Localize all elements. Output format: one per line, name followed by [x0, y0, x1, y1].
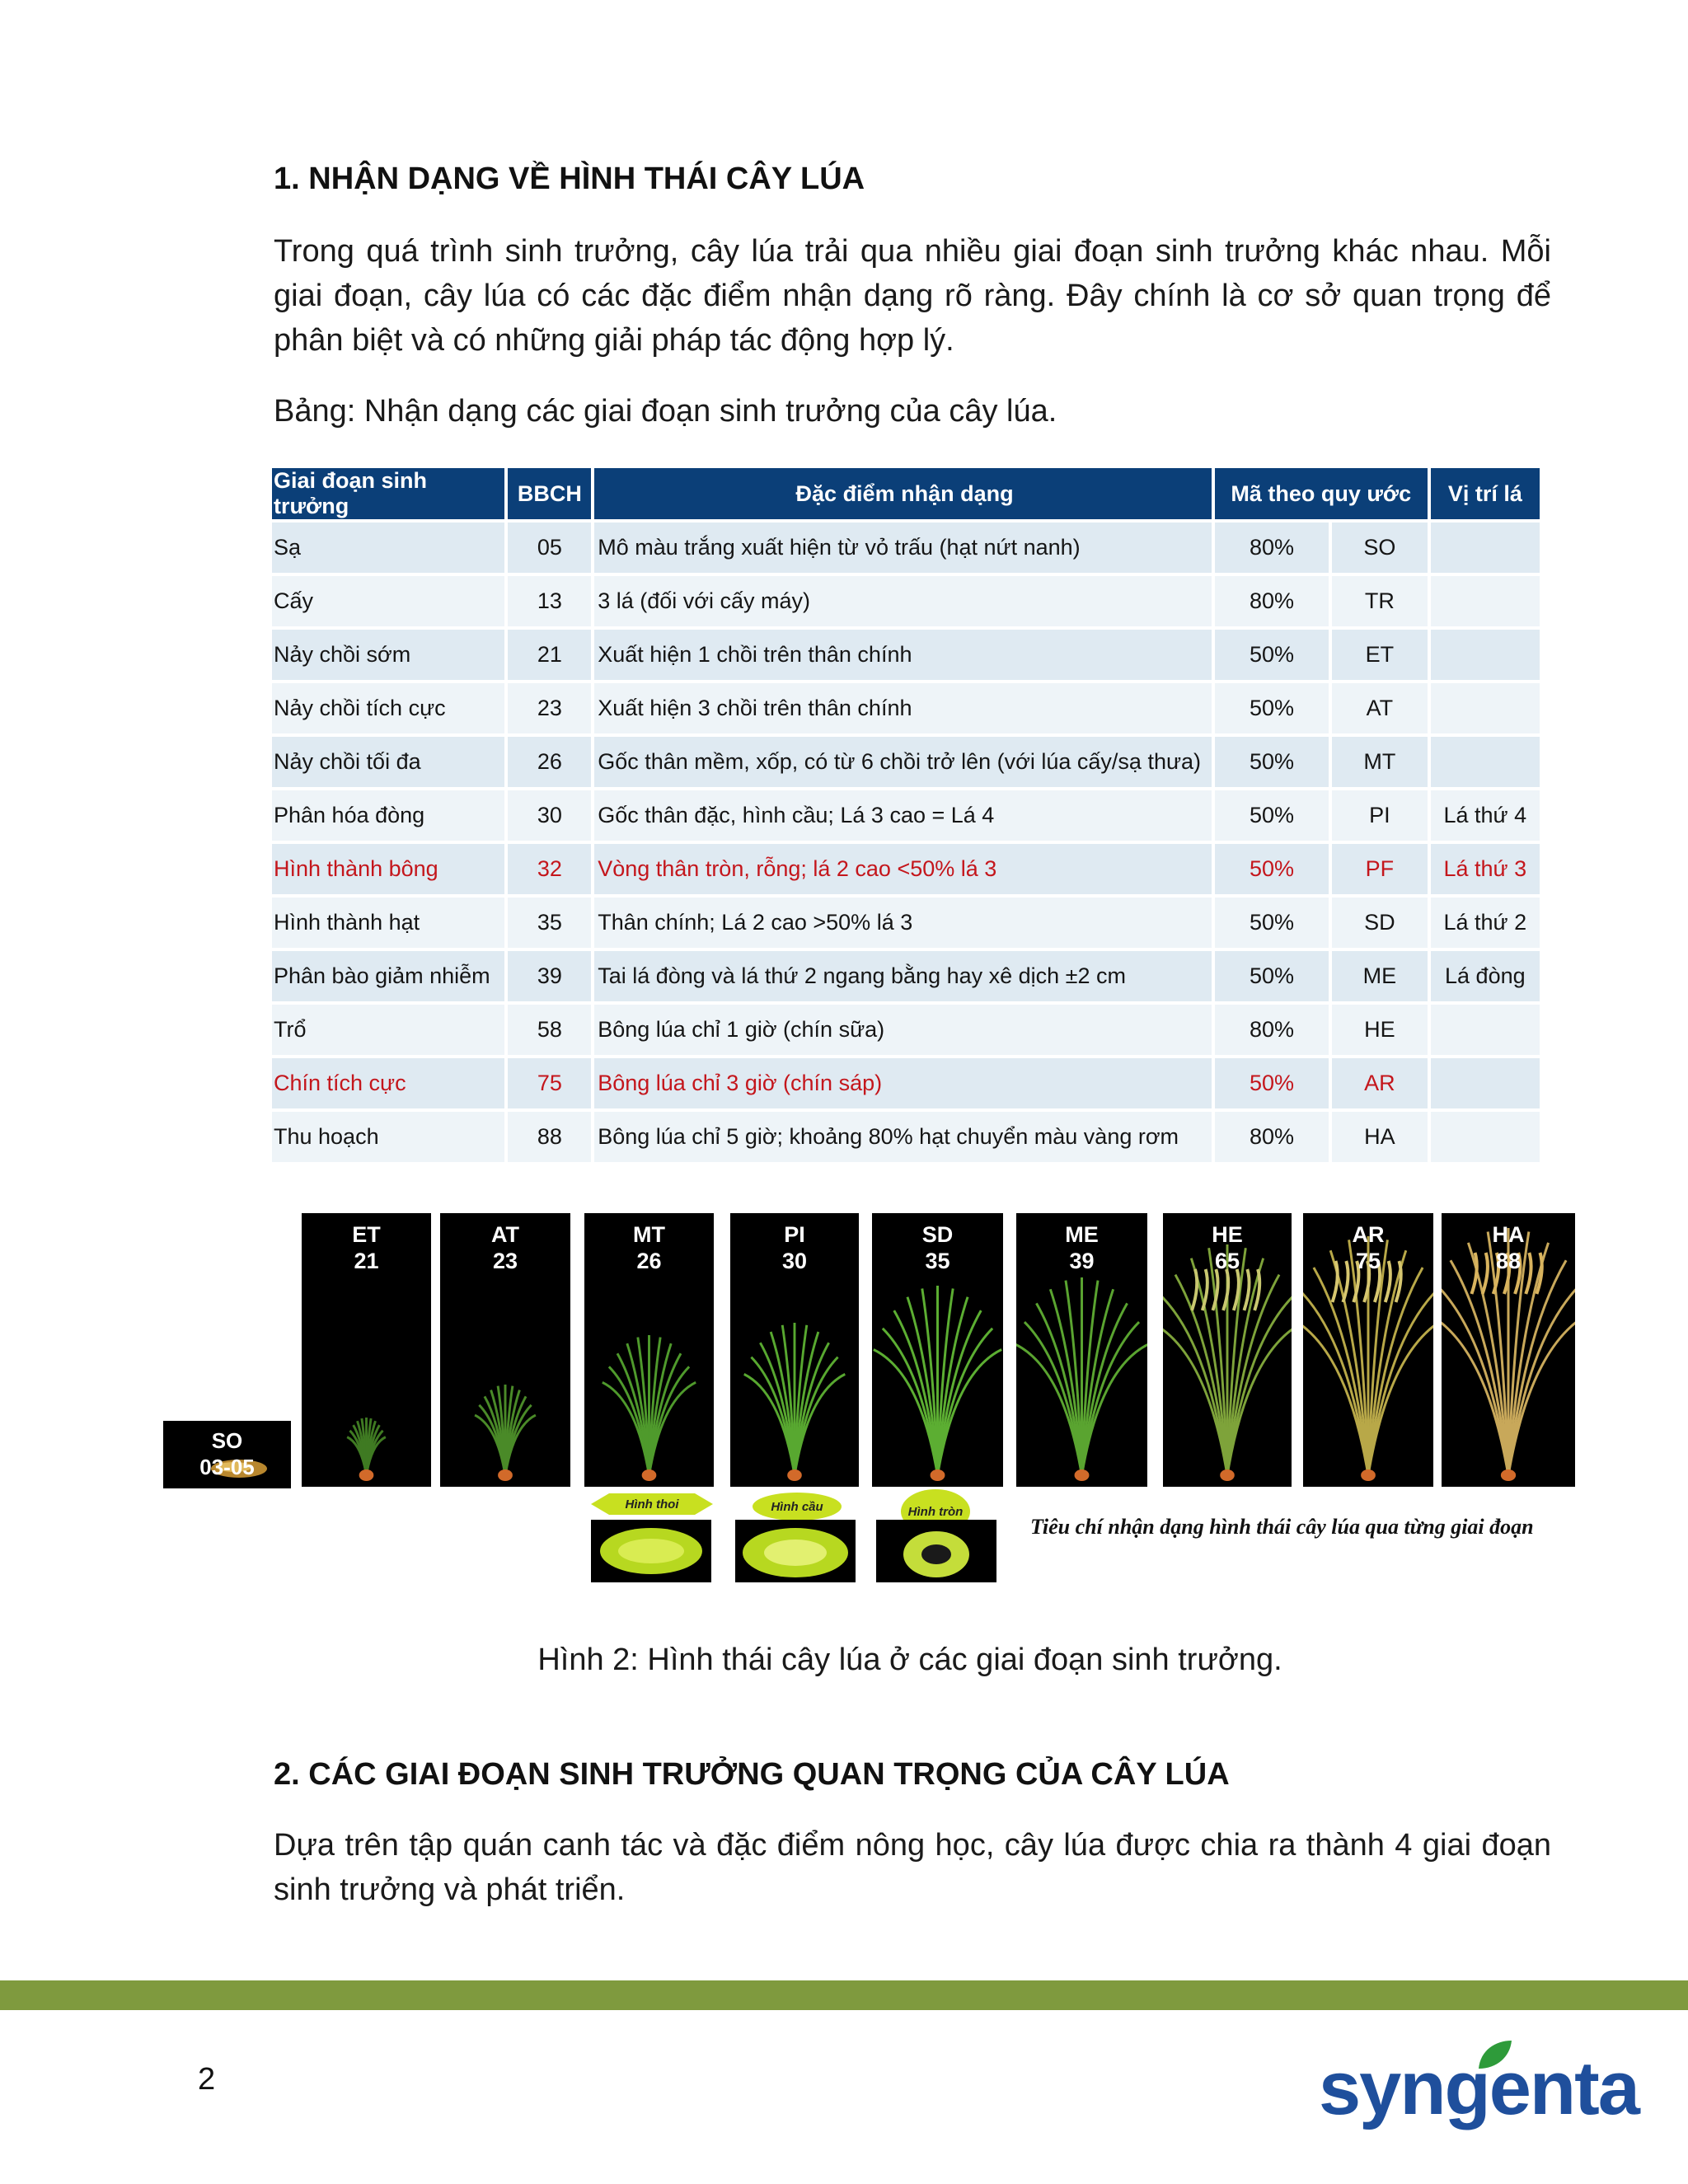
stage-panel-label — [1303, 1221, 1433, 1274]
cell-feature: Mô màu trắng xuất hiện từ vỏ trấu (hạt nứt nanh) — [594, 523, 1215, 573]
stage-panel-pi — [730, 1213, 859, 1487]
cell-bbch: 32 — [508, 844, 594, 894]
cell-code: ET — [1332, 630, 1431, 680]
stage-panel-ar — [1303, 1213, 1433, 1487]
stage-code: AT — [491, 1222, 519, 1247]
cell-leaf — [1431, 1058, 1540, 1108]
stage-code: ME — [1065, 1222, 1099, 1247]
cell-percent: 50% — [1215, 737, 1332, 787]
table-row — [272, 1058, 1540, 1108]
stage-panel-sd — [872, 1213, 1003, 1487]
cell-code: HA — [1332, 1112, 1431, 1162]
table-row — [272, 737, 1540, 787]
cell-bbch: 88 — [508, 1112, 594, 1162]
table-row — [272, 1112, 1540, 1162]
stage-panel-label — [302, 1221, 431, 1274]
cell-code: AT — [1332, 683, 1431, 733]
stage-bbch: 35 — [925, 1249, 950, 1273]
shape-tag-circle-label: Hình tròn — [907, 1504, 964, 1519]
rhombus-cross-section-image — [591, 1520, 711, 1582]
so-code: SO — [211, 1428, 243, 1453]
stage-panel-label — [730, 1221, 859, 1274]
cell-bbch: 35 — [508, 898, 594, 948]
cell-code: SD — [1332, 898, 1431, 948]
cell-stage: Phân bào giảm nhiễm — [272, 951, 508, 1001]
stage-panel-ha — [1442, 1213, 1575, 1487]
circle-cross-section-image — [876, 1520, 996, 1582]
table-row — [272, 844, 1540, 894]
table-row — [272, 630, 1540, 680]
cell-feature: Xuất hiện 3 chồi trên thân chính — [594, 683, 1215, 733]
cell-bbch: 39 — [508, 951, 594, 1001]
cell-leaf — [1431, 737, 1540, 787]
cell-stage: Cấy — [272, 576, 508, 626]
cell-feature: Vòng thân tròn, rỗng; lá 2 cao <50% lá 3 — [594, 844, 1215, 894]
section2-heading: 2. CÁC GIAI ĐOẠN SINH TRƯỞNG QUAN TRỌNG CỦA CÂY LÚA — [274, 1757, 1230, 1792]
cell-code: HE — [1332, 1005, 1431, 1055]
table-header-row — [272, 468, 1540, 519]
cell-stage: Hình thành hạt — [272, 898, 508, 948]
header-feature: Đặc điểm nhận dạng — [594, 468, 1215, 519]
table-row — [272, 1005, 1540, 1055]
stage-code: PI — [784, 1222, 805, 1247]
table-row — [272, 523, 1540, 573]
cell-code: MT — [1332, 737, 1431, 787]
cell-stage: Hình thành bông — [272, 844, 508, 894]
stage-panel-label — [872, 1221, 1003, 1274]
cell-stage: Nảy chồi tích cực — [272, 683, 508, 733]
shape-tag-sphere — [752, 1492, 842, 1521]
cell-leaf — [1431, 630, 1540, 680]
cell-code: PF — [1332, 844, 1431, 894]
cell-feature: Xuất hiện 1 chồi trên thân chính — [594, 630, 1215, 680]
cell-percent: 50% — [1215, 844, 1332, 894]
header-stage: Giai đoạn sinh trưởng — [272, 468, 508, 519]
stage-code: MT — [633, 1222, 665, 1247]
cell-leaf: Lá thứ 2 — [1431, 898, 1540, 948]
cross-section-circle — [876, 1520, 996, 1582]
cell-stage: Chín tích cực — [272, 1058, 508, 1108]
stage-code: AR — [1352, 1222, 1385, 1247]
cell-percent: 50% — [1215, 683, 1332, 733]
footer-bar — [0, 1980, 1688, 2010]
cell-percent: 50% — [1215, 630, 1332, 680]
shape-tag-rhombus-label: Hình thoi — [625, 1497, 679, 1511]
cell-leaf: Lá thứ 4 — [1431, 790, 1540, 841]
cell-feature: Tai lá đòng và lá thứ 2 ngang bằng hay xê dịch ±2 cm — [594, 951, 1215, 1001]
cell-bbch: 26 — [508, 737, 594, 787]
stage-panel-label — [1442, 1221, 1575, 1274]
cell-percent: 50% — [1215, 790, 1332, 841]
stage-bbch: 23 — [492, 1249, 518, 1273]
cell-code: TR — [1332, 576, 1431, 626]
stage-panel-et — [302, 1213, 431, 1487]
table-row — [272, 898, 1540, 948]
figure-note: Tiêu chí nhận dạng hình thái cây lúa qua từng giai đoạn — [1030, 1515, 1534, 1539]
stage-bbch: 75 — [1355, 1249, 1381, 1273]
logo-text: syngenta — [1319, 2046, 1639, 2130]
cell-feature: Gốc thân đặc, hình cầu; Lá 3 cao = Lá 4 — [594, 790, 1215, 841]
stage-code: HA — [1492, 1222, 1525, 1247]
stage-bbch: 26 — [636, 1249, 662, 1273]
page-number: 2 — [198, 2062, 216, 2097]
stage-panel-label — [584, 1221, 714, 1274]
header-bbch: BBCH — [508, 468, 594, 519]
table-row — [272, 951, 1540, 1001]
so-panel-label — [163, 1427, 291, 1480]
figure-caption: Hình 2: Hình thái cây lúa ở các giai đoạn sinh trưởng. — [537, 1643, 1282, 1677]
stage-panel-he — [1163, 1213, 1292, 1487]
cell-bbch: 30 — [508, 790, 594, 841]
table-row — [272, 683, 1540, 733]
section1-heading: 1. NHẬN DẠNG VỀ HÌNH THÁI CÂY LÚA — [274, 162, 865, 196]
growth-stage-table — [272, 468, 1540, 1162]
syngenta-logo — [1319, 2029, 1665, 2144]
stage-panel-label — [1016, 1221, 1147, 1274]
cell-percent: 80% — [1215, 576, 1332, 626]
cell-stage: Nảy chồi tối đa — [272, 737, 508, 787]
cell-percent: 50% — [1215, 951, 1332, 1001]
shape-tag-rhombus — [591, 1492, 713, 1516]
stage-bbch: 21 — [354, 1249, 379, 1273]
cell-leaf: Lá thứ 3 — [1431, 844, 1540, 894]
stage-bbch: 39 — [1069, 1249, 1095, 1273]
cell-leaf — [1431, 1005, 1540, 1055]
cell-percent: 50% — [1215, 1058, 1332, 1108]
cell-stage: Sạ — [272, 523, 508, 573]
so-bbch: 03-05 — [199, 1455, 255, 1479]
cell-stage: Phân hóa đòng — [272, 790, 508, 841]
stage-bbch: 88 — [1495, 1249, 1522, 1273]
cell-percent: 80% — [1215, 523, 1332, 573]
table-row — [272, 790, 1540, 841]
header-code: Mã theo quy ước — [1215, 468, 1431, 519]
header-leaf: Vị trí lá — [1431, 468, 1540, 519]
cell-bbch: 23 — [508, 683, 594, 733]
cell-feature: Gốc thân mềm, xốp, có từ 6 chồi trở lên (với lúa cấy/sạ thưa) — [594, 737, 1215, 787]
cell-stage: Trổ — [272, 1005, 508, 1055]
cell-bbch: 13 — [508, 576, 594, 626]
stage-bbch: 65 — [1214, 1249, 1240, 1273]
section2-paragraph: Dựa trên tập quán canh tác và đặc điểm nông học, cây lúa được chia ra thành 4 giai đoạn sinh trưởng và phát triển. — [274, 1828, 1551, 1907]
cell-feature: Bông lúa chỉ 1 giờ (chín sữa) — [594, 1005, 1215, 1055]
cross-section-rhombus — [591, 1520, 711, 1582]
cell-percent: 80% — [1215, 1005, 1332, 1055]
cross-section-sphere — [735, 1520, 856, 1582]
cell-stage: Nảy chồi sớm — [272, 630, 508, 680]
cell-leaf — [1431, 523, 1540, 573]
section1-paragraph: Trong quá trình sinh trưởng, cây lúa trải qua nhiều giai đoạn sinh trưởng khác nhau. Mỗi giai đoạn, cây lúa có các đặc điểm nhận dạng rõ ràng. Đây chính là cơ sở quan trọng để phân biệt và có những giải pháp tác động hợp lý. — [274, 234, 1551, 358]
so-panel — [163, 1421, 291, 1488]
table-body — [272, 523, 1540, 1162]
cell-feature: Bông lúa chỉ 5 giờ; khoảng 80% hạt chuyển màu vàng rơm — [594, 1112, 1215, 1162]
stage-code: ET — [352, 1222, 381, 1247]
sphere-cross-section-image — [735, 1520, 856, 1582]
cell-leaf — [1431, 683, 1540, 733]
cell-feature: Thân chính; Lá 2 cao >50% lá 3 — [594, 898, 1215, 948]
stage-bbch: 30 — [781, 1249, 808, 1273]
cell-bbch: 05 — [508, 523, 594, 573]
stage-panel-label — [1163, 1221, 1292, 1274]
stage-panel-me — [1016, 1213, 1147, 1487]
cell-code: SO — [1332, 523, 1431, 573]
cell-bbch: 75 — [508, 1058, 594, 1108]
stage-panel-at — [440, 1213, 570, 1487]
cell-feature: Bông lúa chỉ 3 giờ (chín sáp) — [594, 1058, 1215, 1108]
cell-bbch: 58 — [508, 1005, 594, 1055]
cell-code: ME — [1332, 951, 1431, 1001]
cell-code: AR — [1332, 1058, 1431, 1108]
stage-code: HE — [1212, 1222, 1243, 1247]
table-title: Bảng: Nhận dạng các giai đoạn sinh trưởng của cây lúa. — [274, 394, 1057, 429]
cell-bbch: 21 — [508, 630, 594, 680]
cell-percent: 80% — [1215, 1112, 1332, 1162]
shape-tag-sphere-label: Hình cầu — [771, 1499, 823, 1514]
stage-code: SD — [921, 1222, 954, 1247]
table-row — [272, 576, 1540, 626]
rice-stages-figure — [0, 1203, 1688, 1599]
stage-panel-label — [440, 1221, 570, 1274]
cell-leaf: Lá đòng — [1431, 951, 1540, 1001]
cell-leaf — [1431, 576, 1540, 626]
cell-feature: 3 lá (đối với cấy máy) — [594, 576, 1215, 626]
stage-panel-mt — [584, 1213, 714, 1487]
cell-stage: Thu hoạch — [272, 1112, 508, 1162]
cell-code: PI — [1332, 790, 1431, 841]
cell-percent: 50% — [1215, 898, 1332, 948]
cell-leaf — [1431, 1112, 1540, 1162]
